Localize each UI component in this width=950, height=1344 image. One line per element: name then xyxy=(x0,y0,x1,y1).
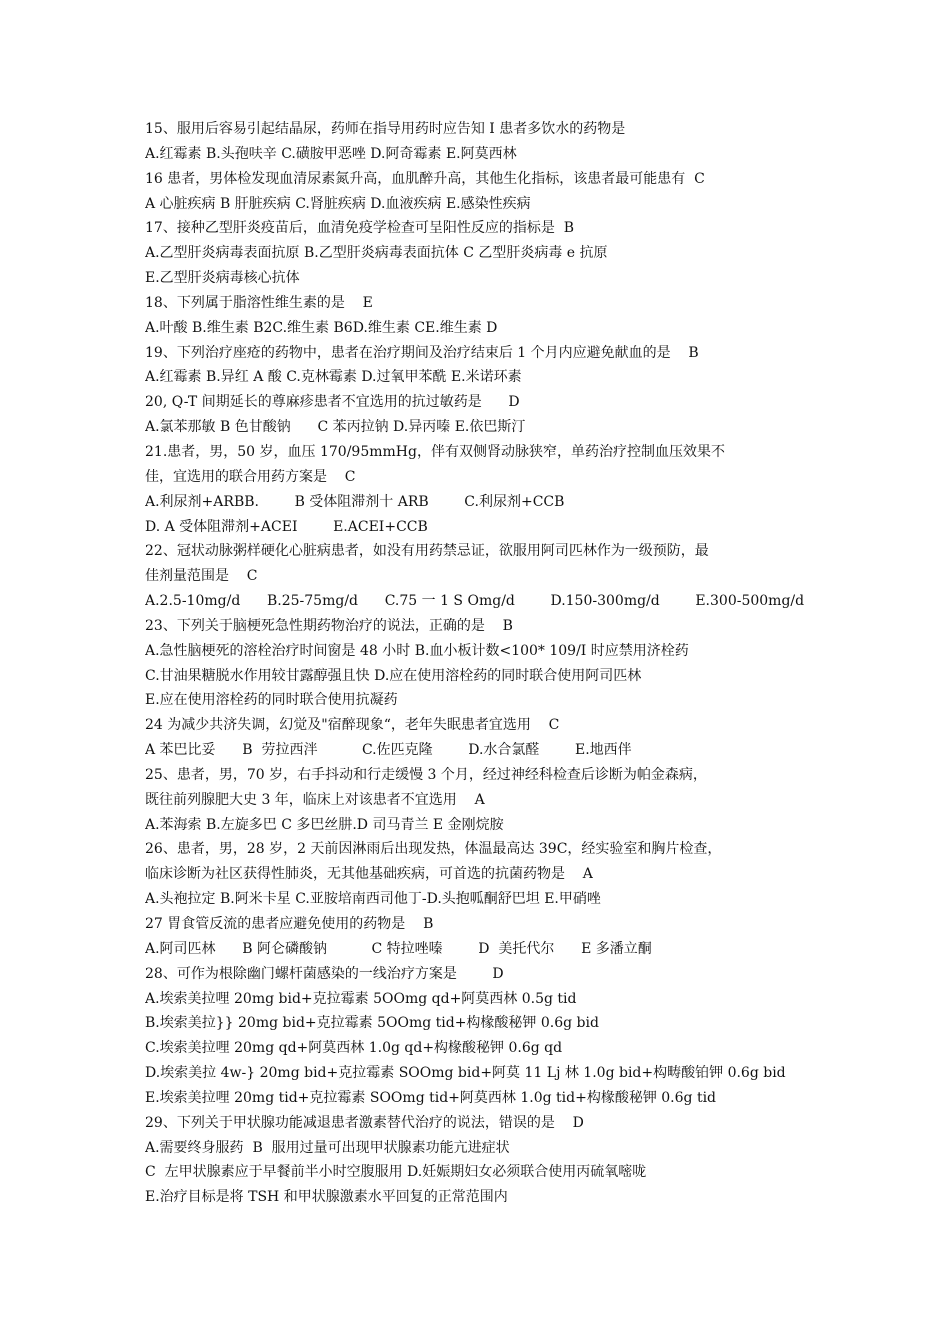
text-line: 17、接种乙型肝炎疫苗后，血清免疫学检查可呈阳性反应的指标是 B xyxy=(145,220,575,237)
text-line: D. A 受体阻滞剂+ACEI E.ACEI+CCB xyxy=(145,518,428,535)
text-line: 佳剂量范围是 C xyxy=(145,568,258,585)
text-line: A.2.5-10mg/d B.25-75mg/d C.75 一 1 S Omg/d D.150-300mg/d E.300-500mg/d xyxy=(145,593,805,610)
text-line: B.埃索美拉}} 20mg bid+克拉霉素 5OOmg tid+构椽酸秘钾 0.6g bid xyxy=(145,1015,599,1032)
text-line: A.氯苯那敏 B 色甘酸钠 C 苯丙拉钠 D.异丙嗪 E.依巴斯汀 xyxy=(145,419,526,436)
text-line: A 心脏疾病 B 肝脏疾病 C.肾脏疾病 D.血液疾病 E.感染性疾病 xyxy=(145,195,531,212)
text-line: C.埃索美拉哩 20mg qd+阿莫西林 1.0g qd+构椽酸秘钾 0.6g qd xyxy=(145,1040,563,1057)
text-line: E.治疗目标是将 TSH 和甲状腺激素水平回复的正常范围内 xyxy=(145,1189,508,1206)
text-line: A.乙型肝炎病毒表面抗原 B.乙型肝炎病毒表面抗体 C 乙型肝炎病毒 e 抗原 xyxy=(145,245,608,262)
text-line: 佳，宜选用的联合用药方案是 C xyxy=(145,468,356,485)
text-line: 29、下列关于甲状腺功能减退患者激素替代治疗的说法，错误的是 D xyxy=(145,1114,584,1131)
text-line: C 左甲状腺素应于早餐前半小时空腹服用 D.妊娠期妇女必须联合使用丙硫氧嘧咙 xyxy=(145,1164,647,1181)
text-line: 既往前列腺肥大史 3 年，临床上对该患者不宜选用 A xyxy=(145,791,485,808)
text-line: E.埃索美拉哩 20mg tid+克拉霉素 SOOmg tid+阿莫西林 1.0g tid+构椽酸秘钾 0.6g tid xyxy=(145,1089,717,1106)
text-line: 15、服用后容易引起结晶尿，药师在指导用药时应告知 I 患者多饮水的药物是 xyxy=(145,121,626,137)
text-line: 27 胃食管反流的患者应避免使用的药物是 B xyxy=(145,916,434,932)
text-line: 21.患者，男，50 岁，血压 170/95mmHg，伴有双侧肾动脉狭窄，单药治疗控制血压效果不 xyxy=(145,443,725,460)
text-line: A.埃索美拉哩 20mg bid+克拉霉素 5OOmg qd+阿莫西林 0.5g tid xyxy=(145,990,577,1007)
document-body xyxy=(145,117,815,1210)
text-line: 20, Q-T 间期延长的尊麻疹患者不宜选用的抗过敏药是 D xyxy=(145,394,520,411)
text-line: A.阿司匹林 B 阿仑磷酸钠 C 特拉唑嗪 D 美托代尔 E 多潘立酮 xyxy=(145,940,652,957)
text-line: 19、下列治疗座疮的药物中，患者在治疗期间及治疗结束后 1 个月内应避免献血的是 B xyxy=(145,344,699,361)
text-line: 28、可作为根除幽门螺杆菌感染的一线治疗方案是 D xyxy=(145,965,504,982)
text-line: 23、下列关于脑梗死急性期药物治疗的说法，正确的是 B xyxy=(145,617,513,634)
text-line: C.甘油果糖脱水作用较甘露醇强且快 D.应在使用溶栓药的同时联合使用阿司匹林 xyxy=(145,667,642,684)
text-line: 22、冠状动脉粥样硬化心脏病患者，如没有用药禁忌证，欲服用阿司匹林作为一级预防，最 xyxy=(145,543,709,560)
text-line: A.红霉素 B.异红 A 酸 C.克林霉素 D.过氧甲苯酰 E.米诺环素 xyxy=(145,369,522,386)
text-line: 24 为减少共济失调，幻觉及"宿醉现象“，老年失眠患者宜选用 C xyxy=(145,717,560,734)
text-line: E.应在使用溶栓药的同时联合使用抗凝药 xyxy=(145,692,398,709)
text-line: A.利尿剂+ARBB. B 受体阻滞剂十 ARB C.利尿剂+CCB xyxy=(145,493,565,510)
text-line: 26、患者，男，28 岁，2 天前因淋雨后出现发热，体温最高达 39C，经实验室和胸片检查， xyxy=(145,841,722,858)
text-line: E.乙型肝炎病毒核心抗体 xyxy=(145,270,300,287)
text-line: A.需要终身服药 B 服用过量可出现甲状腺素功能亢进症状 xyxy=(145,1139,510,1156)
text-line: A.苯海索 B.左旋多巴 C 多巴丝肼.D 司马青兰 E 金刚烷胺 xyxy=(145,816,504,833)
text-line: 25、患者，男，70 岁，右手抖动和行走缓慢 3 个月，经过神经科检查后诊断为帕金森病， xyxy=(145,766,707,783)
text-line: A 苯巴比妥 B 劳拉西泮 C.佐匹克隆 D.水合氯醛 E.地西伴 xyxy=(145,742,632,759)
text-line: A.叶酸 B.维生素 B2C.维生素 B6D.维生素 CE.维生素 D xyxy=(145,319,498,336)
text-line: 临床诊断为社区获得性肺炎，无其他基础疾病，可首选的抗菌药物是 A xyxy=(145,866,593,883)
text-line: D.埃索美拉 4w-} 20mg bid+克拉霉素 SOOmg bid+阿莫 11 Lj 林 1.0g bid+构畴酸铂钾 0.6g bid xyxy=(145,1065,786,1082)
text-line: 16 患者，男体检发现血清尿素氮升高，血肌醉升高，其他生化指标，该患者最可能患有 C xyxy=(145,170,705,187)
text-line: A.急性脑梗死的溶栓治疗时间窗是 48 小时 B.血小板计数<100* 109/I 时应禁用济栓药 xyxy=(145,642,689,659)
text-line: A.红霉素 B.头孢呋辛 C.磺胺甲恶唑 D.阿奇霉素 E.阿莫西林 xyxy=(145,145,517,162)
text-line: 18、下列属于脂溶性维生素的是 E xyxy=(145,294,373,311)
text-line: A.头袍拉定 B.阿米卡星 C.亚胺培南西司他丁-D.头抱呱酮舒巴坦 E.甲硝唑 xyxy=(145,891,601,908)
